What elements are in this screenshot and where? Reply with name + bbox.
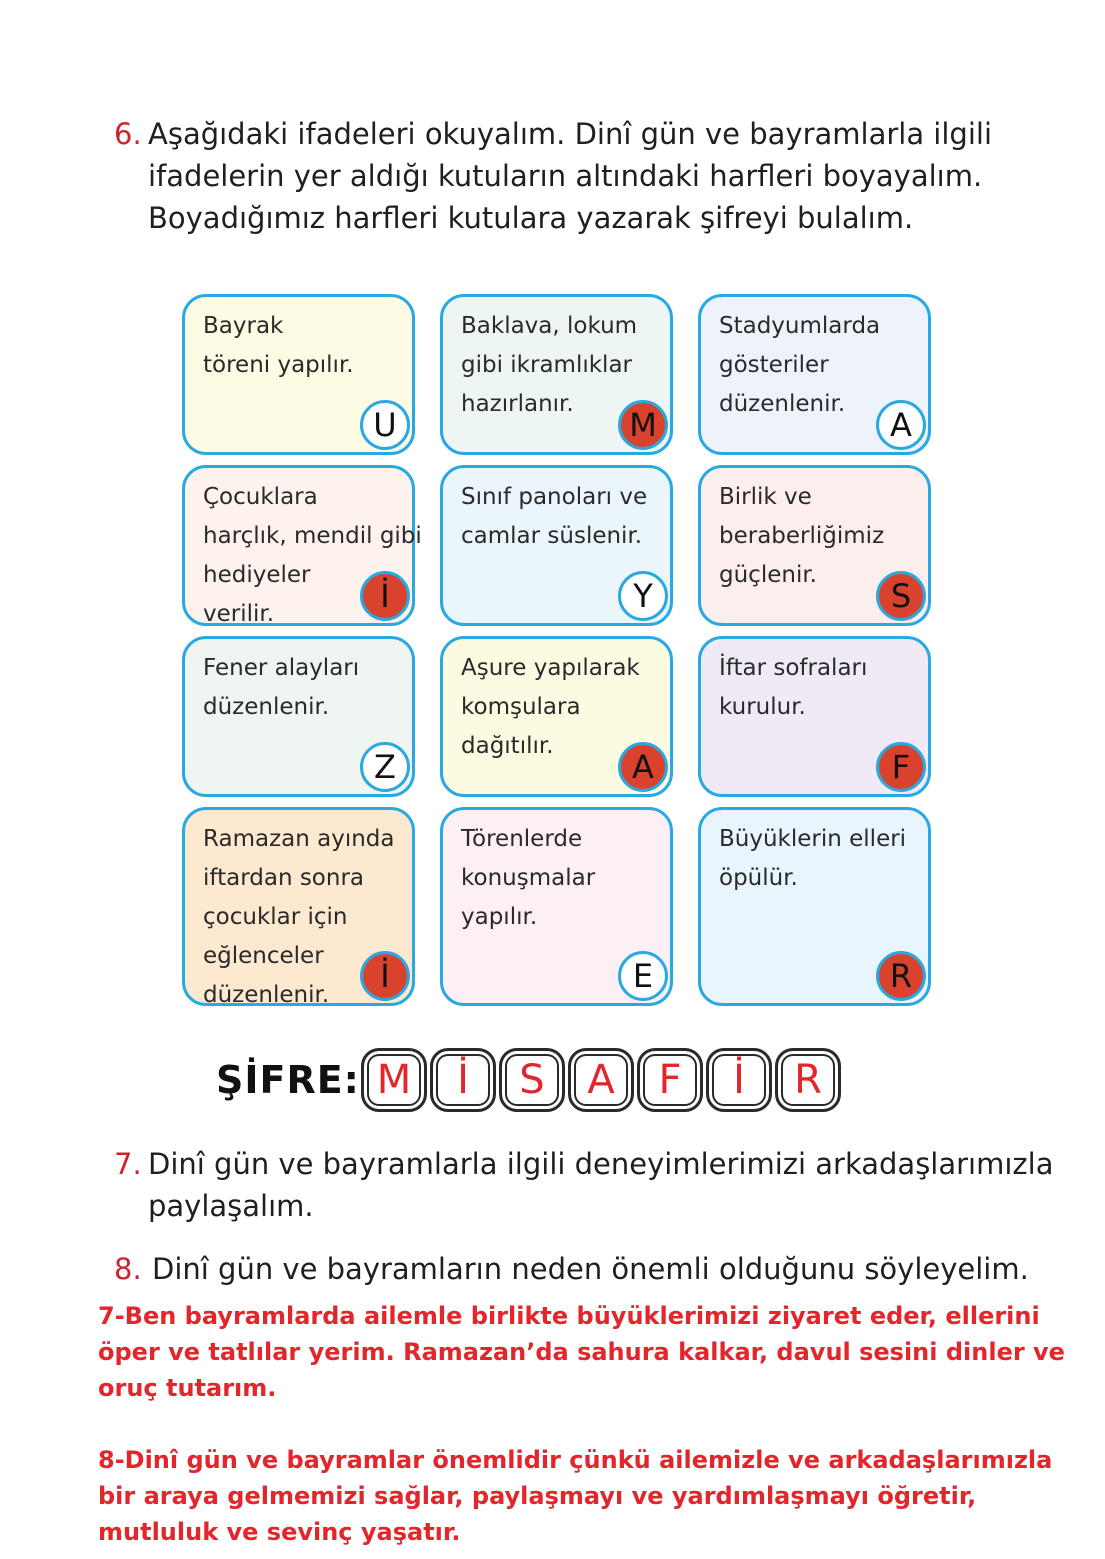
statement-box xyxy=(182,465,422,627)
answer-line: 8-Dinî gün ve bayramlar önemlidir çünkü ailemizle ve arkadaşlarımızla xyxy=(98,1446,1053,1474)
statement-box xyxy=(182,807,415,1006)
statement-line: beraberliğimiz xyxy=(719,523,885,549)
statement-line: Törenlerde xyxy=(461,826,583,852)
sifre-letter-box[interactable]: M xyxy=(361,1048,427,1112)
statement-line: yapılır. xyxy=(461,904,538,930)
statement-line: gibi ikramlıklar xyxy=(461,352,632,378)
letter-badge[interactable]: R xyxy=(876,951,926,1001)
statement-box xyxy=(698,636,931,797)
statement-line: camlar süslenir. xyxy=(461,523,643,549)
statement-text xyxy=(461,478,660,556)
statement-box xyxy=(698,465,931,626)
letter-badge[interactable]: U xyxy=(360,400,410,450)
statement-line: İftar sofraları xyxy=(719,655,868,681)
statement-line: gösteriler xyxy=(719,352,829,378)
statement-line: Birlik ve xyxy=(719,484,812,510)
answer-line: oruç tutarım. xyxy=(98,1374,277,1402)
question-number: 6. xyxy=(114,117,142,151)
letter-badge[interactable]: Y xyxy=(618,571,668,621)
statement-text xyxy=(719,649,918,727)
letter-badge[interactable]: A xyxy=(876,400,926,450)
letter-badge[interactable]: İ xyxy=(360,951,410,1001)
letter-badge[interactable]: F xyxy=(876,742,926,792)
letter-badge[interactable]: A xyxy=(618,742,668,792)
letter-badge[interactable]: İ xyxy=(360,571,410,621)
statement-box xyxy=(440,807,673,1006)
statement-line: düzenlenir. xyxy=(203,694,330,720)
question-number: 7. xyxy=(114,1147,142,1181)
statement-box xyxy=(440,465,673,626)
statement-line: kurulur. xyxy=(719,694,806,720)
statement-line: Sınıf panoları ve xyxy=(461,484,648,510)
question-line: Dinî gün ve bayramlarla ilgili deneyimlerimizi arkadaşlarımızla xyxy=(148,1147,1054,1181)
question-8 xyxy=(114,1248,1029,1290)
letter-badge[interactable]: M xyxy=(618,400,668,450)
statement-line: verilir. xyxy=(203,601,275,627)
question-7 xyxy=(114,1143,1053,1227)
statement-box xyxy=(440,636,673,797)
statement-line: konuşmalar xyxy=(461,865,596,891)
sifre-letter-box[interactable]: S xyxy=(499,1048,565,1112)
sifre-letter-box[interactable]: F xyxy=(637,1048,703,1112)
statement-line: eğlenceler xyxy=(203,943,324,969)
answer-7 xyxy=(98,1298,1065,1406)
statement-line: hediyeler xyxy=(203,562,311,588)
answer-line: öper ve tatlılar yerim. Ramazan’da sahura kalkar, davul sesini dinler ve xyxy=(98,1338,1065,1366)
statement-line: Stadyumlarda xyxy=(719,313,881,339)
statement-box xyxy=(698,807,931,1006)
statement-line: güçlenir. xyxy=(719,562,817,588)
statement-line: Bayrak xyxy=(203,313,284,339)
statement-line: Baklava, lokum xyxy=(461,313,638,339)
statement-line: dağıtılır. xyxy=(461,733,554,759)
statement-line: Aşure yapılarak xyxy=(461,655,640,681)
sifre-letter-box[interactable]: İ xyxy=(706,1048,772,1112)
statement-line: komşulara xyxy=(461,694,581,720)
statement-line: Çocuklara xyxy=(203,484,318,510)
answer-line: mutluluk ve sevinç yaşatır. xyxy=(98,1518,461,1546)
statement-box xyxy=(440,294,673,455)
statement-line: Ramazan ayında xyxy=(203,826,395,852)
sifre-letter-box[interactable]: R xyxy=(775,1048,841,1112)
answer-line: bir araya gelmemizi sağlar, paylaşmayı ve yardımlaşmayı öğretir, xyxy=(98,1482,977,1510)
statement-text xyxy=(203,307,402,385)
answer-8 xyxy=(98,1442,1058,1550)
sifre-boxes xyxy=(361,1048,841,1112)
statement-line: hazırlanır. xyxy=(461,391,574,417)
statement-line: iftardan sonra xyxy=(203,865,365,891)
letter-badge[interactable]: Z xyxy=(360,742,410,792)
question-line: Boyadığımız harfleri kutulara yazarak şifreyi bulalım. xyxy=(148,201,914,235)
sifre-label: ŞİFRE: xyxy=(216,1058,360,1102)
statement-text xyxy=(203,649,402,727)
statement-line: çocuklar için xyxy=(203,904,348,930)
letter-badge[interactable]: S xyxy=(876,571,926,621)
statement-box xyxy=(698,294,931,455)
letter-badge[interactable]: E xyxy=(618,951,668,1001)
statement-line: öpülür. xyxy=(719,865,798,891)
answer-line: 7-Ben bayramlarda ailemle birlikte büyüklerimizi ziyaret eder, ellerini xyxy=(98,1302,1040,1330)
statement-box xyxy=(182,294,415,455)
question-line: Aşağıdaki ifadeleri okuyalım. Dinî gün ve bayramlarla ilgili xyxy=(148,117,993,151)
statement-text xyxy=(719,820,918,898)
statement-text xyxy=(461,820,660,937)
statement-line: harçlık, mendil gibi xyxy=(203,523,422,549)
question-number: 8. xyxy=(114,1252,142,1286)
statement-line: düzenlenir. xyxy=(719,391,846,417)
statement-line: düzenlenir. xyxy=(203,982,330,1008)
question-line: Dinî gün ve bayramların neden önemli olduğunu söyleyelim. xyxy=(152,1252,1029,1286)
sifre-letter-box[interactable]: İ xyxy=(430,1048,496,1112)
question-line: paylaşalım. xyxy=(148,1189,314,1223)
question-6 xyxy=(114,113,992,239)
statement-line: Büyüklerin elleri xyxy=(719,826,907,852)
statement-line: Fener alayları xyxy=(203,655,360,681)
sifre-letter-box[interactable]: A xyxy=(568,1048,634,1112)
statement-line: töreni yapılır. xyxy=(203,352,354,378)
statement-box xyxy=(182,636,415,797)
question-line: ifadelerin yer aldığı kutuların altındaki harfleri boyayalım. xyxy=(148,159,983,193)
